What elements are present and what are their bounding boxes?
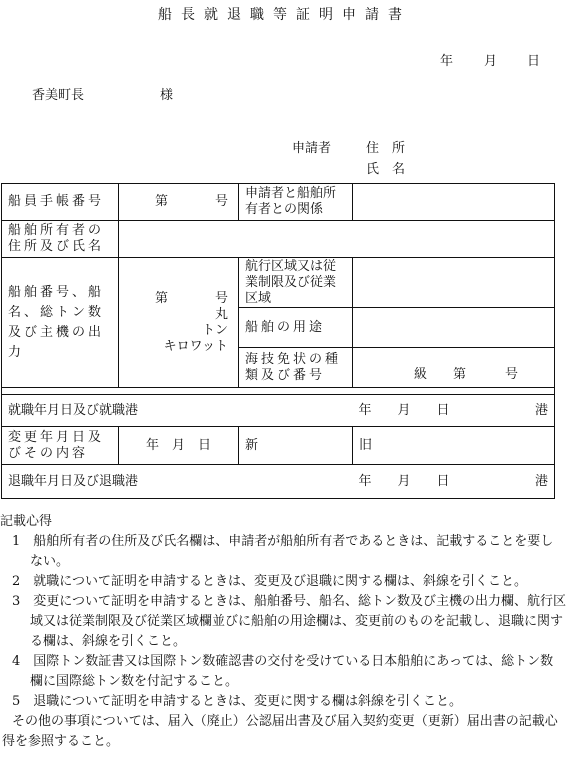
application-form-table xyxy=(1,183,555,499)
change-new-field[interactable]: 新 xyxy=(239,427,353,465)
retire-label: 退職年月日及び退職港 xyxy=(2,465,353,499)
date-month-label: 月 xyxy=(484,54,498,69)
relation-field[interactable] xyxy=(353,184,555,221)
applicant-label: 申請者 xyxy=(292,141,332,156)
crew-book-number-field[interactable] xyxy=(119,184,239,221)
retire-date: 年 月 日 xyxy=(358,473,450,489)
crew-book-no-prefix: 第 xyxy=(155,194,169,209)
crew-book-no-suffix: 号 xyxy=(214,194,228,209)
retire-field[interactable] xyxy=(353,465,555,499)
ship-no-suffix: 号 xyxy=(214,290,228,306)
ship-label: 船舶番号、船名、総トン数及び主機の出力 xyxy=(2,258,119,388)
usage-field[interactable] xyxy=(353,308,555,348)
notes-tail: その他の事項については、届入（廃止）公認届出書及び届入契約変更（更新）届出書の記載心得を参照すること。 xyxy=(2,714,558,749)
applicant-address-label: 住 所 xyxy=(366,141,406,156)
honorific: 様 xyxy=(160,88,174,103)
ship-info-field[interactable] xyxy=(119,258,239,388)
usage-label: 船舶の用途 xyxy=(239,308,353,348)
note-item-2: 2 就職について証明を申請するときは、変更及び退職に関する欄は、斜線を引くこと。 xyxy=(12,574,528,589)
change-old-field[interactable]: 旧 xyxy=(353,427,555,465)
date-year-label: 年 xyxy=(440,54,454,69)
retire-port-unit: 港 xyxy=(534,473,548,489)
tonnage-unit: トン xyxy=(201,322,228,338)
relation-label: 申請者と船舶所有者との関係 xyxy=(239,184,353,221)
output-unit: キロワット xyxy=(163,338,228,354)
owner-label: 船舶所有者の住所及び氏名 xyxy=(2,221,119,258)
license-label: 海技免状の種類及び番号 xyxy=(239,348,353,388)
applicant-name-label: 氏 名 xyxy=(366,162,406,177)
note-item-5: 5 退職について証明を申請するときは、変更に関する欄は斜線を引くこと。 xyxy=(12,694,463,709)
employment-field[interactable] xyxy=(353,395,555,427)
addressee: 香美町長 xyxy=(32,88,85,103)
ship-no-prefix: 第 xyxy=(155,290,169,306)
ship-name-unit: 丸 xyxy=(214,306,228,322)
notes-section xyxy=(0,512,566,752)
employment-date: 年 月 日 xyxy=(358,402,450,418)
note-item-4: 4 国際トン数証書又は国際トン数確認書の交付を受けている日本船舶にあっては、総トン数欄に国際総トン数を付記すること。 xyxy=(12,654,554,689)
change-date-field[interactable]: 年 月 日 xyxy=(119,427,239,465)
note-item-1: 1 船舶所有者の住所及び氏名欄は、申請者が船舶所有者であるときは、記載することを要しない。 xyxy=(12,534,554,569)
ship-number-line xyxy=(125,291,232,307)
license-field[interactable]: 級 第 号 xyxy=(353,348,555,388)
date-day-label: 日 xyxy=(527,54,541,69)
employment-port-unit: 港 xyxy=(534,402,548,418)
change-label: 変更年月日及びその内容 xyxy=(2,427,119,465)
employment-label: 就職年月日及び就職港 xyxy=(2,395,353,427)
owner-field[interactable] xyxy=(119,221,555,258)
crew-book-label: 船員手帳番号 xyxy=(2,184,119,221)
table-divider xyxy=(2,388,555,395)
notes-heading: 記載心得 xyxy=(0,514,53,529)
navigation-field[interactable] xyxy=(353,258,555,308)
note-item-3: 3 変更について証明を申請するときは、船舶番号、船名、総トン数及び主機の出力欄、航行区域又は従業制限及び従業区域欄並びに船舶の用途欄は、変更前のものを記載し、退職に関する欄は、斜線を引くこと。 xyxy=(12,594,567,649)
document-title: 船長就退職等証明申請書 xyxy=(158,7,411,23)
navigation-label: 航行区域又は従業制限及び従業区域 xyxy=(239,258,353,308)
